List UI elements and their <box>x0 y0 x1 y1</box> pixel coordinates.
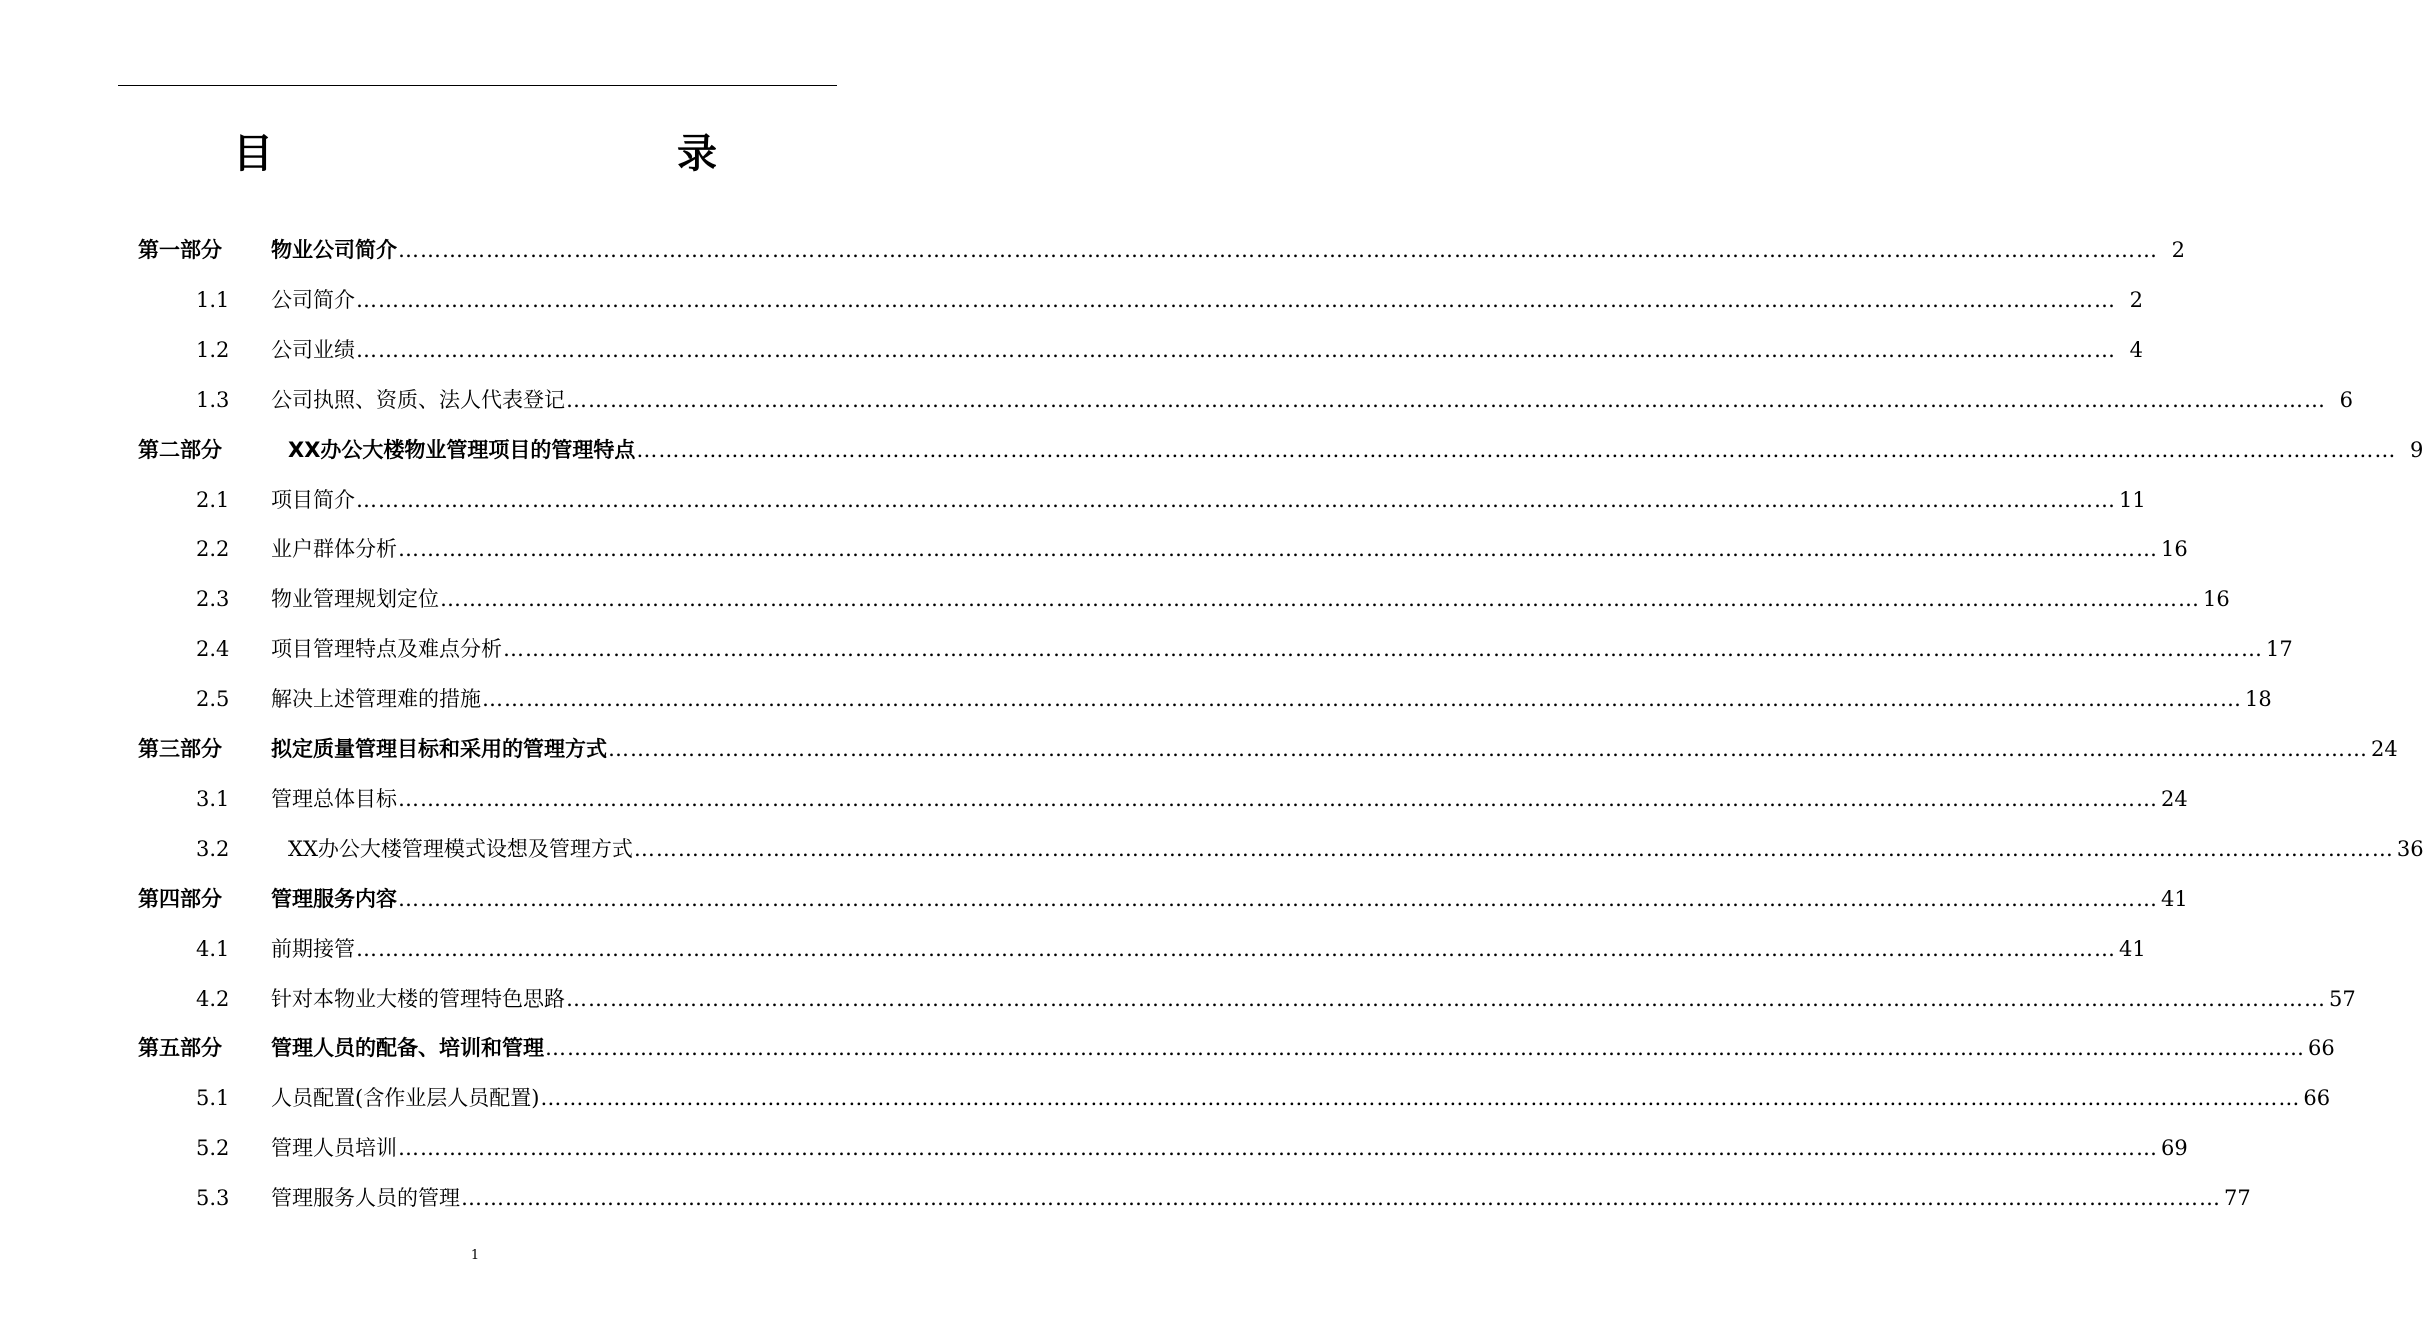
toc-entry-number: 2.3 <box>196 587 230 612</box>
toc-entry-page: 17 <box>2266 637 2293 662</box>
toc-entry-title: 物业公司简介 <box>271 238 397 262</box>
toc-entry-title: 项目管理特点及难点分析 <box>271 637 502 662</box>
toc-entry-title: 管理总体目标 <box>271 786 397 811</box>
toc-part-entry[interactable] <box>0 225 2185 275</box>
footer-page-number: 1 <box>470 1248 480 1263</box>
toc-entry-title: 公司执照、资质、法人代表登记 <box>271 387 565 412</box>
toc-entry-number: 1.3 <box>196 387 230 412</box>
toc-entry-page: 9 <box>2410 437 2424 462</box>
toc-entry-page: 4 <box>2129 337 2143 362</box>
toc-entry-number: 2.2 <box>196 537 230 562</box>
toc-entry-line <box>271 724 2398 774</box>
toc-dot-leader: …………………………………………………………………………………………………………………………………………………………………………………………………………………… <box>503 637 2263 662</box>
toc-entry-title: 公司简介 <box>271 287 355 312</box>
toc-section-entry[interactable] <box>0 475 2146 525</box>
toc-entry-title: 拟定质量管理目标和采用的管理方式 <box>271 737 607 761</box>
toc-entry-page: 36 <box>2396 836 2424 861</box>
toc-section-entry[interactable] <box>0 1123 2188 1173</box>
toc-dot-leader: …………………………………………………………………………………………………………………………………………………………………………………………………………………… <box>482 687 2242 712</box>
toc-entry-number: 2.4 <box>196 637 230 662</box>
toc-entry-line <box>271 524 2188 574</box>
toc-entry-number: 2.5 <box>196 687 230 712</box>
toc-dot-leader: …………………………………………………………………………………………………………………………………………………………………………………………………………………… <box>440 587 2200 612</box>
toc-part-entry[interactable] <box>0 874 2188 924</box>
toc-section-entry[interactable] <box>0 524 2188 574</box>
toc-dot-leader: …………………………………………………………………………………………………………………………………………………………………………………………………………………… <box>566 986 2326 1011</box>
toc-section-entry[interactable] <box>0 1073 2331 1123</box>
toc-dot-leader: …………………………………………………………………………………………………………………………………………………………………………………………………………………… <box>608 737 2368 761</box>
toc-section-entry[interactable] <box>0 325 2143 375</box>
toc-dot-leader: …………………………………………………………………………………………………………………………………………………………………………………………………………………… <box>540 1086 2301 1111</box>
toc-dot-leader: …………………………………………………………………………………………………………………………………………………………………………………………………………………… <box>461 1186 2221 1211</box>
toc-entry-page: 66 <box>2308 1036 2335 1061</box>
toc-part-entry[interactable] <box>0 425 2424 475</box>
toc-entry-title: 管理人员的配备、培训和管理 <box>271 1036 544 1061</box>
toc-entry-number: 4.2 <box>196 986 230 1011</box>
toc-title: 目 录 <box>233 131 825 177</box>
toc-entry-page: 11 <box>2119 487 2146 512</box>
toc-entry-title: 管理人员培训 <box>271 1136 397 1161</box>
toc-entry-line <box>271 874 2188 924</box>
toc-entry-title: 人员配置(含作业层人员配置) <box>271 1086 540 1111</box>
toc-section-entry[interactable] <box>0 824 2424 874</box>
toc-entry-page: 6 <box>2339 387 2353 412</box>
toc-entry-line <box>271 1173 2251 1223</box>
toc-entry-title: 前期接管 <box>271 936 355 961</box>
toc-entry-number: 第二部分 <box>138 437 222 462</box>
toc-entry-page: 16 <box>2203 587 2230 612</box>
toc-section-entry[interactable] <box>0 574 2230 624</box>
toc-entry-line <box>271 475 2146 525</box>
toc-entry-title: 管理服务人员的管理 <box>271 1186 460 1211</box>
toc-dot-leader: …………………………………………………………………………………………………………………………………………………………………………………………………………………… <box>545 1036 2305 1061</box>
toc-section-entry[interactable] <box>0 1173 2251 1223</box>
toc-section-entry[interactable] <box>0 624 2293 674</box>
toc-dot-leader: …………………………………………………………………………………………………………………………………………………………………………………………………………………… <box>633 836 2394 861</box>
header-rule <box>118 85 837 86</box>
toc-entry-title: 针对本物业大楼的管理特色思路 <box>271 986 565 1011</box>
toc-dot-leader: …………………………………………………………………………………………………………………………………………………………………………………………………………………… <box>398 1136 2158 1161</box>
toc-entry-number: 3.2 <box>196 836 230 861</box>
toc-dot-leader: …………………………………………………………………………………………………………………………………………………………………………………………………………………… <box>356 936 2116 961</box>
toc-entry-number: 3.1 <box>196 786 230 811</box>
toc-section-entry[interactable] <box>0 774 2188 824</box>
toc-entry-title: XX办公大楼管理模式设想及管理方式 <box>288 836 633 861</box>
toc-dot-leader: …………………………………………………………………………………………………………………………………………………………………………………………………………………… <box>398 786 2158 811</box>
toc-dot-leader: …………………………………………………………………………………………………………………………………………………………………………………………………………………… <box>398 238 2158 262</box>
toc-entry-page: 77 <box>2224 1186 2251 1211</box>
toc-dot-leader: …………………………………………………………………………………………………………………………………………………………………………………………………………………… <box>356 287 2116 312</box>
toc-entry-page: 2 <box>2171 238 2185 262</box>
toc-entry-page: 16 <box>2161 537 2188 562</box>
toc-entry-line <box>271 1073 2331 1123</box>
toc-dot-leader: …………………………………………………………………………………………………………………………………………………………………………………………………………………… <box>398 886 2158 911</box>
toc-entry-line <box>271 674 2272 724</box>
toc-entry-number: 第五部分 <box>138 1036 222 1061</box>
toc-section-entry[interactable] <box>0 275 2143 325</box>
toc-entry-number: 4.1 <box>196 936 230 961</box>
toc-entry-line <box>271 774 2188 824</box>
toc-entry-page: 18 <box>2245 687 2272 712</box>
toc-entry-number: 2.1 <box>196 487 230 512</box>
toc-dot-leader: …………………………………………………………………………………………………………………………………………………………………………………………………………………… <box>356 487 2116 512</box>
toc-entry-number: 第四部分 <box>138 886 222 911</box>
toc-entry-page: 69 <box>2161 1136 2188 1161</box>
toc-entry-number: 1.2 <box>196 337 230 362</box>
toc-entry-line <box>271 375 2353 425</box>
toc-entry-title: 管理服务内容 <box>271 886 397 911</box>
toc-entry-page: 41 <box>2161 886 2188 911</box>
toc-entry-title: 公司业绩 <box>271 337 355 362</box>
toc-dot-leader: …………………………………………………………………………………………………………………………………………………………………………………………………………………… <box>356 337 2116 362</box>
toc-dot-leader: …………………………………………………………………………………………………………………………………………………………………………………………………………………… <box>398 537 2158 562</box>
toc-part-entry[interactable] <box>0 724 2398 774</box>
toc-entry-page: 24 <box>2161 786 2188 811</box>
toc-entry-title: 项目简介 <box>271 487 355 512</box>
toc-entry-number: 5.2 <box>196 1136 230 1161</box>
toc-entry-line <box>288 824 2424 874</box>
toc-part-entry[interactable] <box>0 1023 2335 1073</box>
toc-section-entry[interactable] <box>0 375 2353 425</box>
toc-entry-line <box>271 974 2356 1024</box>
toc-entry-page: 24 <box>2371 737 2398 761</box>
toc-entry-line <box>271 275 2143 325</box>
toc-entry-number: 5.3 <box>196 1186 230 1211</box>
toc-entry-number: 第三部分 <box>138 737 222 761</box>
toc-entry-line <box>271 325 2143 375</box>
toc-dot-leader: …………………………………………………………………………………………………………………………………………………………………………………………………………………… <box>636 437 2397 462</box>
toc-entry-line <box>271 1123 2188 1173</box>
toc-section-entry[interactable] <box>0 924 2146 974</box>
toc-entry-line <box>271 924 2146 974</box>
toc-entry-line <box>271 1023 2335 1073</box>
toc-entry-page: 2 <box>2129 287 2143 312</box>
toc-entry-number: 1.1 <box>196 287 230 312</box>
toc-section-entry[interactable] <box>0 674 2272 724</box>
toc-entry-number: 5.1 <box>196 1086 230 1111</box>
toc-dot-leader: …………………………………………………………………………………………………………………………………………………………………………………………………………………… <box>566 387 2326 412</box>
toc-entry-line <box>271 574 2230 624</box>
toc-entry-line <box>271 225 2185 275</box>
toc-entry-title: 解决上述管理难的措施 <box>271 687 481 712</box>
toc-entry-title: 物业管理规划定位 <box>271 587 439 612</box>
toc-entry-title: 业户群体分析 <box>271 537 397 562</box>
toc-entry-title: XX办公大楼物业管理项目的管理特点 <box>288 437 636 462</box>
toc-entry-page: 41 <box>2119 936 2146 961</box>
toc-entry-line <box>288 425 2424 475</box>
toc-entry-number: 第一部分 <box>138 238 222 262</box>
toc-entry-page: 57 <box>2329 986 2356 1011</box>
toc-section-entry[interactable] <box>0 974 2356 1024</box>
toc-entry-page: 66 <box>2303 1086 2331 1111</box>
toc-entry-line <box>271 624 2293 674</box>
